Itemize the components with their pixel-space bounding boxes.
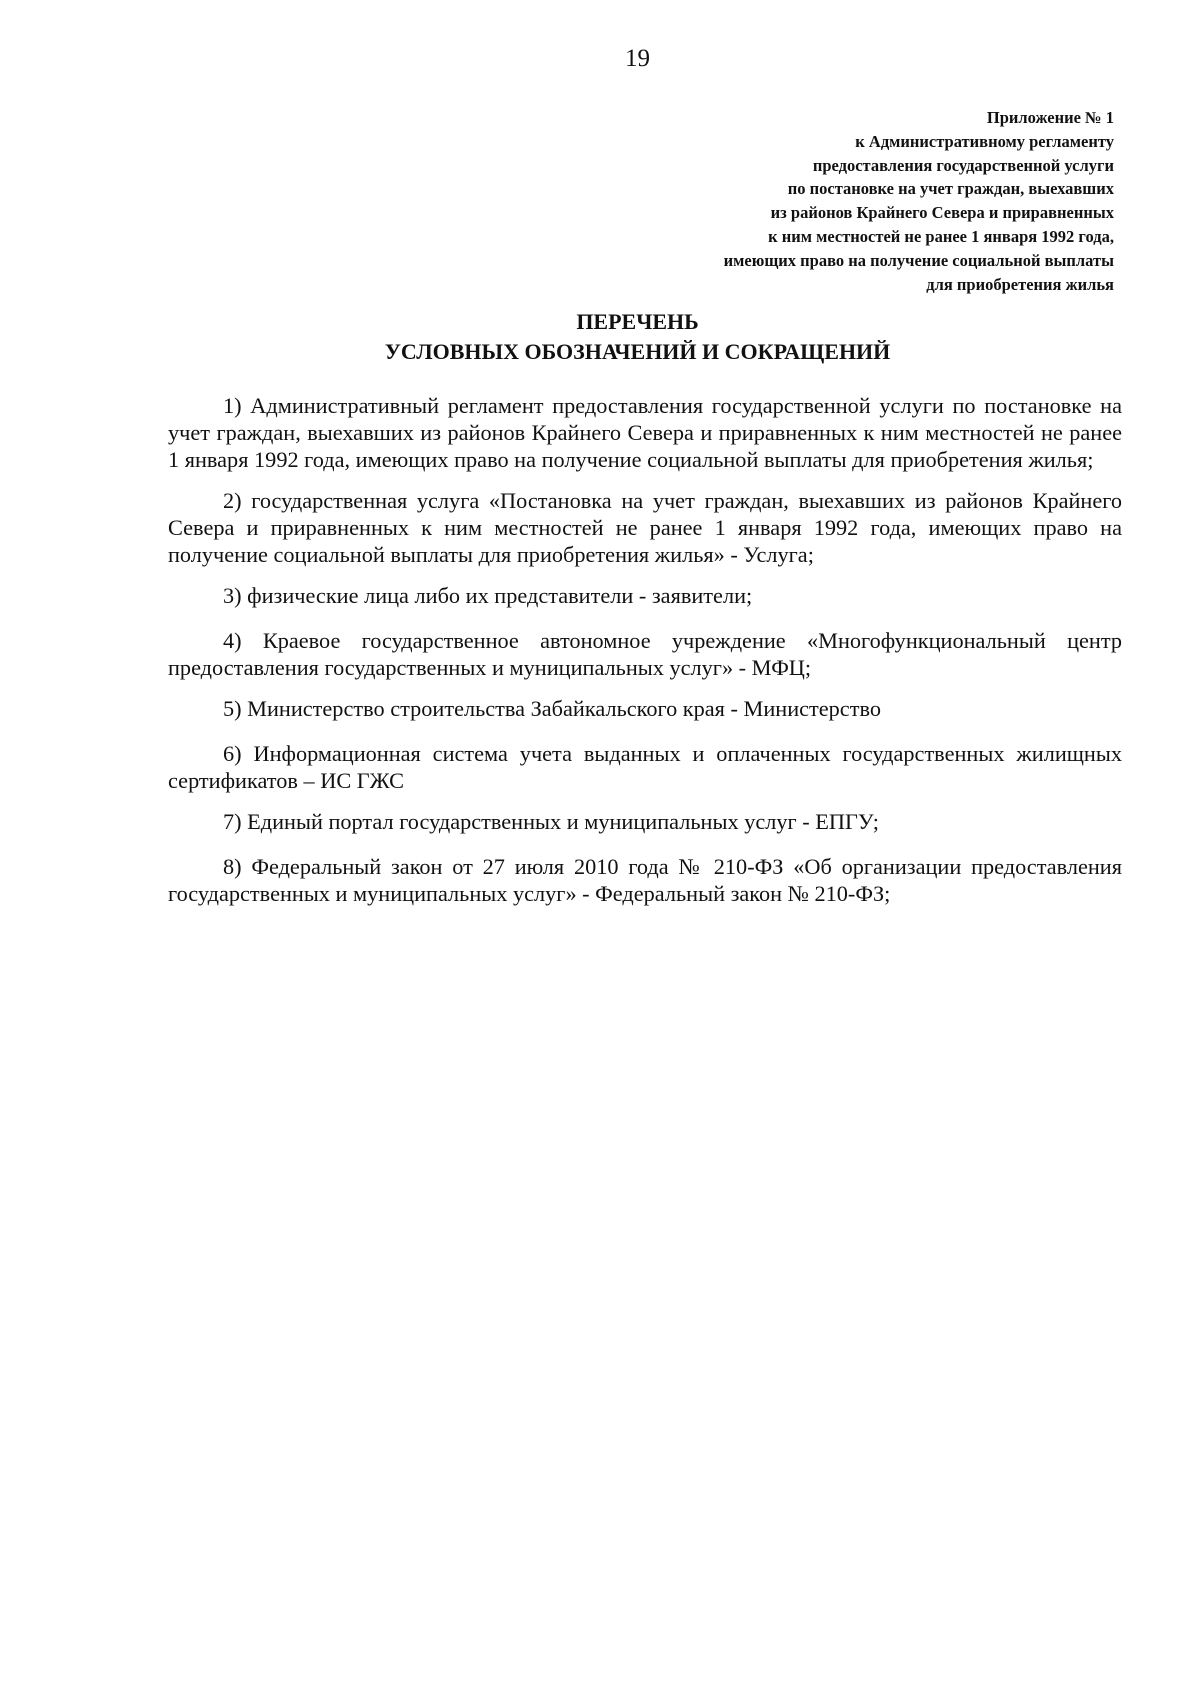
appendix-line: для приобретения жилья: [926, 274, 1114, 294]
appendix-header: [594, 106, 1114, 296]
page-number: 19: [625, 45, 650, 72]
list-item: 1) Административный регламент предоставления государственной услуги по постановке на учет граждан, выехавших из районов Крайнего Севера и приравненных к ним местностей не ранее 1 января 1992 года, имеющих право на получение социальной выплаты для приобретения жилья;: [168, 393, 1122, 472]
list-item: 5) Министерство строительства Забайкальского края - Министерство: [223, 696, 881, 721]
list-item: 4) Краевое государственное автономное учреждение «Многофункциональный центр предоставления государственных и муниципальных услуг» - МФЦ;: [168, 628, 1122, 680]
abbreviations-list: [168, 392, 1122, 921]
appendix-line: предоставления государственной услуги: [812, 155, 1114, 175]
appendix-line: из районов Крайнего Севера и приравненных: [770, 203, 1114, 223]
list-item: 2) государственная услуга «Постановка на учет граждан, выехавших из районов Крайнего Севера и приравненных к ним местностей не ранее 1 января 1992 года, имеющих право на получение социальной выплаты для приобретения жилья» - Услуга;: [168, 488, 1122, 567]
title-line-2: УСЛОВНЫХ ОБОЗНАЧЕНИЙ И СОКРАЩЕНИЙ: [384, 339, 891, 364]
title-line-1: ПЕРЕЧЕНЬ: [576, 309, 699, 334]
appendix-line: имеющих право на получение социальной выплаты: [723, 250, 1114, 270]
list-item: 8) Федеральный закон от 27 июля 2010 года № 210-ФЗ «Об организации предоставления государственных и муниципальных услуг» - Федеральный закон № 210-ФЗ;: [168, 854, 1122, 906]
appendix-line: по постановке на учет граждан, выехавших: [787, 179, 1114, 199]
list-item: 6) Информационная система учета выданных и оплаченных государственных жилищных сертификатов – ИС ГЖС: [168, 741, 1122, 793]
appendix-line: к ним местностей не ранее 1 января 1992 года,: [768, 226, 1114, 246]
appendix-line: к Административному регламенту: [855, 131, 1114, 151]
appendix-line: Приложение № 1: [986, 108, 1114, 127]
list-item: 7) Единый портал государственных и муниципальных услуг - ЕПГУ;: [223, 809, 879, 834]
document-title: [0, 307, 1200, 367]
list-item: 3) физические лица либо их представители - заявители;: [223, 583, 753, 608]
